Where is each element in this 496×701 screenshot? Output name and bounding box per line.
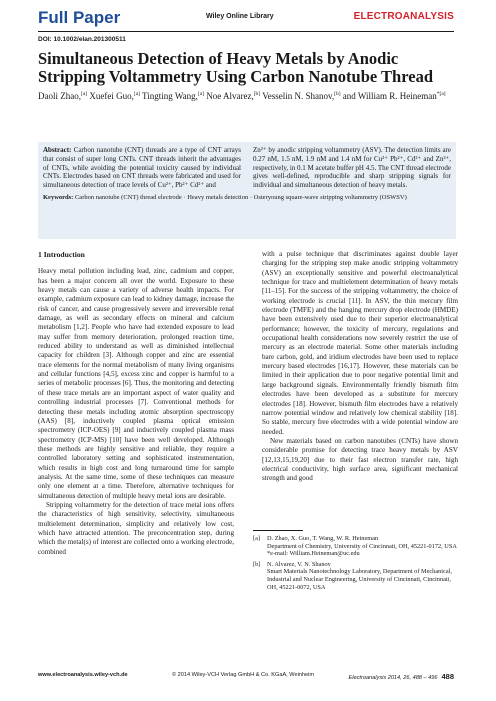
copyright: © 2014 Wiley-VCH Verlag GmbH & Co. KGaA, Weinheim [172, 672, 315, 678]
author: Xuefei Guo, [87, 91, 134, 101]
abstract-box [38, 142, 456, 239]
affil-dept: Department of Chemistry, University of Cincinnati, OH, 45221-0172, USA [267, 542, 457, 550]
affil-names: D. Zhao, X. Guo, T. Wang, W. R. Heineman [267, 535, 379, 542]
author-list [38, 89, 458, 102]
affil-mark: [a] [81, 91, 88, 97]
journal-name: ELECTROANALYSIS [353, 11, 454, 22]
author: Noe Alvarez, [203, 91, 254, 101]
abstract-right: Zn²⁺ by anodic stripping voltammetry (ASV). The detection limits are 0.27 nM, 1.5 nM, 1.9 nM and 1.4 nM for Cu²⁺ Pb²⁺, Cd²⁺ and Zn²⁺, respectively, in 0.1 M acetate buffer pH 4.5. The CNT thread electrode gives well-defined, reproducible and sharp stripping signals for individual and simultaneous detection of heavy metals. [253, 146, 452, 190]
affil-dept: Smart Materials Nanotechnology Laboratory, Department of Mechanical, Industrial and Nuclear Engineering, University of Cincinnati, Cincinnati, OH, 45221-0072, USA [267, 568, 452, 591]
affiliation-b [253, 561, 458, 591]
affil-tag: [b] [253, 560, 261, 568]
keywords [43, 194, 451, 202]
author: and William R. Heineman [340, 91, 437, 101]
publisher-label: Wiley Online Library [206, 13, 274, 20]
affil-names: N. Alvarez, V. N. Shanov [267, 560, 331, 568]
author: Tingting Wang, [139, 91, 198, 101]
citation-block [349, 672, 454, 681]
affil-mark: *[a] [436, 91, 446, 97]
affil-mark: [b] [334, 91, 341, 97]
author: Daoli Zhao, [38, 91, 81, 101]
keywords-label: Keywords: [43, 193, 74, 201]
journal-url[interactable]: www.electroanalysis.wiley-vch.de [38, 672, 128, 678]
abstract-text: Carbon nanotube (CNT) threads are a type of CNT arrays that consist of super long CNTs. CNT threads inherit the advantages of CNTs, while avoiding the potential toxicity caused by individual CNTs. Electrodes based on CNT threads were fabricated and used for simultaneous detection of trace levels of Cu²⁺, Pb²⁺ Cd²⁺ and [43, 146, 241, 190]
abstract-label: Abstract: [43, 146, 72, 154]
section-label: Full Paper [38, 8, 121, 27]
abstract-left [43, 146, 241, 190]
header-rule [38, 31, 454, 32]
keywords-text: Carbon nanotube (CNT) thread electrode · Heavy metals detection · Osteryoung square-wave stripping voltammetry (OSWSV) [73, 193, 407, 201]
column-left [38, 250, 234, 557]
citation: Electroanalysis 2014, 26, 488 – 496 [348, 675, 438, 681]
affil-tag: [a] [253, 535, 260, 542]
affiliation-a [253, 535, 458, 558]
affil-mark: [b] [253, 91, 261, 97]
affil-email: *e-mail: William.Heineman@uc.edu [267, 550, 360, 558]
footnote-rule [253, 530, 303, 531]
page-number: 488 [441, 672, 454, 681]
affil-mark: [a] [133, 91, 140, 97]
author: Vesselin N. Shanov, [260, 91, 335, 101]
paragraph: Stripping voltammetry for the detection of trace metal ions offers the characteristics of high sensitivity, selectivity, simultaneous multielement determination, simplicity and relatively low cost, which have attracted attention. The preconcentration step, during which the metal(s) of interest are collected onto a working electrode, combined [38, 500, 234, 556]
paper-title: Simultaneous Detection of Heavy Metals by Anodic Stripping Voltammetry Using Carbon Nanotube Thread [38, 49, 433, 86]
paragraph: New materials based on carbon nanotubes (CNTs) have shown considerable promise for detecting trace heavy metals by ASV [12,13,15,19,20] due to their fast electron transfer rate, high electrical conductivity, high surface area, significant mechanical strength and good [262, 436, 458, 483]
doi: DOI: 10.1002/elan.201300511 [38, 36, 126, 43]
paragraph: Heavy metal pollution including lead, zinc, cadmium and copper, has been a major concern all over the world. Exposure to these heavy metals can cause a variety of adverse health impacts. For example, cadmium exposure can lead to kidney damage, increase the risk of cancer, and cause progressively severe and irreversible renal damage, as well as secondary effects on mineral and calcium metabolism [1,2]. People who have had extended exposure to lead may suffer from memory deterioration, prolonged reaction time, reduced ability to understand as well as diminished intellectual capacity for children [3]. Although copper and zinc are essential trace elements for the normal metabolism of many living organisms and cellular functions [4,5], excess zinc and copper is harmful to a series of metabolic processes [6]. Thus, the monitoring and detecting of these trace metals are an important aspect of water quality and controlling industrial processes [7]. Conventional methods for detecting these metals including atomic absorption spectroscopy (AAS) [8], inductively coupled plasma optical emission spectrometry (ICP-OES) [9] and inductively coupled plasma mass spectrometry (ICP-MS) [10] have been well developed. Although these methods are highly sensitive and reliable, they require a controlled laboratory setting and sophisticated instrumentation, which results in high cost and long turnaround time for sample analysis. At the same time, some of these techniques can measure only one element at a time. Therefore, alternative techniques for simultaneous detection of multiple heavy metal ions are desirable. [38, 267, 234, 500]
paragraph: with a pulse technique that discriminates against double layer charging for the stripping step make anodic stripping voltammetry (ASV) an exceptionally sensitive and powerful electroanalytical technique for trace and multielement determination of heavy metals [11–15]. For the success of the stripping voltammetry, the choice of working electrode is crucial [11]. In ASV, the thin mercury film electrode (TMFE) and the hanging mercury drop electrode (HMDE) have been extensively used due to their superior electroanalytical performance; however, the toxicity of mercury, regulations and occupational health considerations now severely restrict the use of mercury as an electrode material. Some other materials including bare carbon, gold, and iridium electrodes have been used to replace mercury based electrodes [16,17]. However, these materials can be limited in their application due to poor negative potential limit and large background signals. Environmentally friendly bismuth film electrodes have been developed as a substitute for mercury electrodes [18]. However, bismuth film electrodes have a relatively narrow potential window and relatively low chemical stability [18]. So stable, mercury free electrodes with a wide potential window are needed. [262, 250, 458, 436]
affiliations [253, 535, 458, 594]
affil-mark: [a] [197, 91, 204, 97]
column-right [262, 250, 458, 484]
section-heading: 1 Introduction [38, 250, 85, 259]
